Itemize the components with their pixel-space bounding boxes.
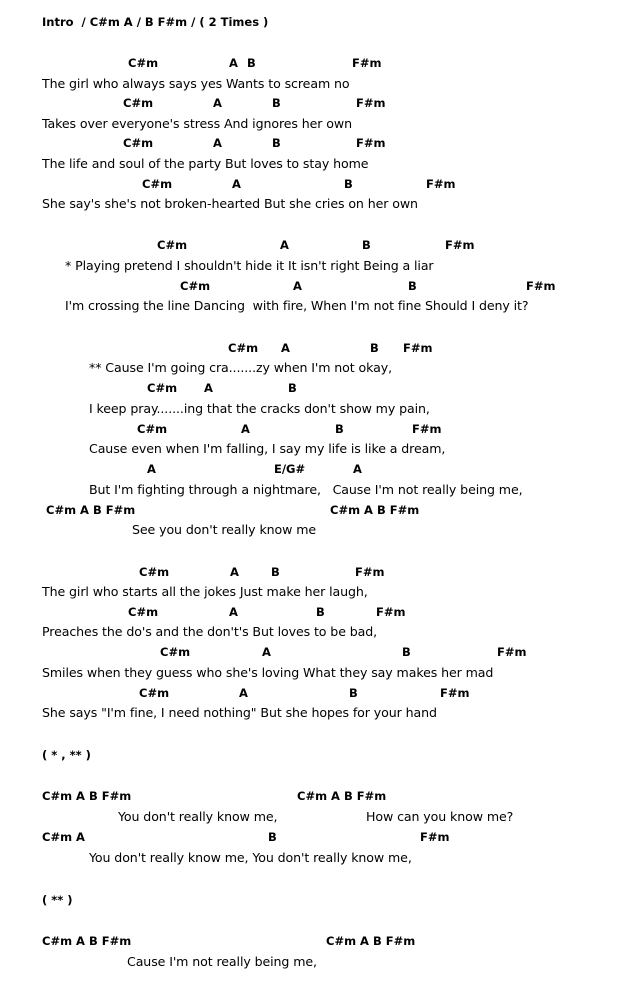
chord-label: C#m A B F#m: [297, 789, 387, 803]
chord-label: A: [232, 177, 241, 191]
chord-label: C#m: [228, 341, 259, 355]
chord-label: B: [271, 565, 280, 579]
chord-label: F#m: [440, 686, 470, 700]
chord-label: F#m: [403, 341, 433, 355]
chord-label: F#m: [497, 645, 527, 659]
chord-label: B: [408, 279, 417, 293]
chord-label: A: [280, 238, 289, 252]
lyric-text: But I'm fighting through a nightmare, Cause I'm not really being me,: [89, 482, 523, 497]
lyric-text: She says "I'm fine, I need nothing" But she hopes for your hand: [42, 705, 437, 720]
chord-label: F#m: [355, 565, 385, 579]
chord-label: A: [353, 462, 362, 476]
chord-label: C#m: [142, 177, 173, 191]
chord-label: B: [349, 686, 358, 700]
chord-label: F#m: [526, 279, 556, 293]
lyric-text: Smiles when they guess who she's loving What they say makes her mad: [42, 665, 494, 680]
lyric-text: I'm crossing the line Dancing with fire, When I'm not fine Should I deny it?: [65, 298, 529, 313]
chord-label: C#m: [147, 381, 178, 395]
chord-label: B: [335, 422, 344, 436]
chord-label: F#m: [352, 56, 382, 70]
chord-label: B: [272, 136, 281, 150]
chord-label: B: [268, 830, 277, 844]
chord-label: C#m: [139, 565, 170, 579]
chord-label: C#m: [139, 686, 170, 700]
lyric-text: * Playing pretend I shouldn't hide it It isn't right Being a liar: [65, 258, 434, 273]
chord-label: F#m: [412, 422, 442, 436]
lyric-text: Cause even when I'm falling, I say my life is like a dream,: [89, 441, 446, 456]
chord-label: A: [239, 686, 248, 700]
lyric-text: How can you know me?: [366, 809, 514, 824]
chord-label: C#m A: [42, 830, 85, 844]
chord-label: A: [293, 279, 302, 293]
chord-label: B: [288, 381, 297, 395]
chord-label: C#m A B F#m: [46, 503, 136, 517]
chord-label: F#m: [356, 136, 386, 150]
chord-label: C#m: [128, 56, 159, 70]
chord-label: A: [204, 381, 213, 395]
chord-label: B: [402, 645, 411, 659]
chord-label: B: [247, 56, 256, 70]
lyric-text: You don't really know me, You don't really know me,: [89, 850, 412, 865]
chord-label: E/G#: [274, 462, 306, 476]
chord-label: C#m: [157, 238, 188, 252]
chord-label: A: [241, 422, 250, 436]
heading-text: ( ** ): [42, 893, 73, 907]
chord-label: B: [362, 238, 371, 252]
chord-label: C#m A B F#m: [42, 789, 132, 803]
lyric-text: See you don't really know me: [132, 522, 317, 537]
chord-label: A: [230, 565, 239, 579]
heading-text: Intro / C#m A / B F#m / ( 2 Times ): [42, 15, 269, 29]
lyric-text: Cause I'm not really being me,: [127, 954, 317, 969]
chord-label: B: [316, 605, 325, 619]
chord-label: C#m: [128, 605, 159, 619]
lyric-text: The life and soul of the party But loves to stay home: [42, 156, 369, 171]
chord-label: C#m: [123, 136, 154, 150]
chord-label: C#m A B F#m: [330, 503, 420, 517]
chord-label: A: [229, 605, 238, 619]
chord-label: A: [147, 462, 156, 476]
chord-label: F#m: [356, 96, 386, 110]
chord-label: A: [229, 56, 238, 70]
lyric-text: Preaches the do's and the don't's But loves to be bad,: [42, 624, 378, 639]
lyric-text: You don't really know me,: [118, 809, 278, 824]
lyric-text: Takes over everyone's stress And ignores her own: [42, 116, 352, 131]
lyric-text: I keep pray.......ing that the cracks don't show my pain,: [89, 401, 430, 416]
chord-label: C#m: [180, 279, 211, 293]
chord-label: F#m: [420, 830, 450, 844]
chord-label: C#m: [160, 645, 191, 659]
chord-label: B: [272, 96, 281, 110]
lyric-text: She say's she's not broken-hearted But she cries on her own: [42, 196, 418, 211]
chord-label: A: [281, 341, 290, 355]
chord-label: B: [370, 341, 379, 355]
chord-label: A: [262, 645, 271, 659]
lyric-text: The girl who starts all the jokes Just make her laugh,: [42, 584, 368, 599]
chord-label: C#m A B F#m: [326, 934, 416, 948]
chord-label: C#m: [123, 96, 154, 110]
chord-label: A: [213, 136, 222, 150]
lyric-text: ** Cause I'm going cra.......zy when I'm not okay,: [89, 360, 392, 375]
chord-label: F#m: [376, 605, 406, 619]
lyric-text: The girl who always says yes Wants to scream no: [42, 76, 350, 91]
chord-label: C#m A B F#m: [42, 934, 132, 948]
chord-label: F#m: [445, 238, 475, 252]
chord-label: C#m: [137, 422, 168, 436]
chord-label: A: [213, 96, 222, 110]
chord-label: B: [344, 177, 353, 191]
chord-label: F#m: [426, 177, 456, 191]
heading-text: ( * , ** ): [42, 748, 91, 762]
